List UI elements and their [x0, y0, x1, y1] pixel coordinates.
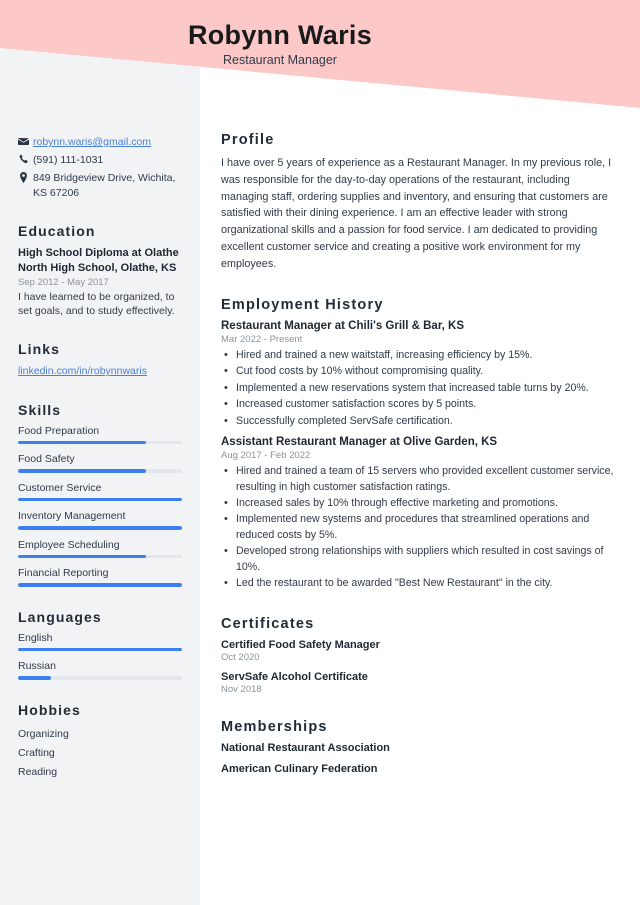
- languages-list: [18, 632, 182, 680]
- links-heading: Links: [18, 341, 61, 358]
- language-label: English: [18, 631, 53, 644]
- skill-label: Customer Service: [18, 481, 102, 494]
- skill-bar-track: [18, 526, 182, 530]
- skill-label: Financial Reporting: [18, 567, 109, 580]
- contact-phone: [18, 153, 182, 168]
- skill-bar-fill: [18, 469, 146, 473]
- profile-heading: Profile: [221, 132, 275, 148]
- skill-item: [18, 539, 182, 559]
- skills-heading: Skills: [18, 401, 62, 418]
- employment-title: Assistant Restaurant Manager at Olive Garden, KS: [221, 436, 498, 449]
- bullet-item: • Successfully completed ServSafe certification.: [221, 414, 616, 429]
- skill-label: Food Safety: [18, 453, 75, 466]
- education-date: Sep 2012 - May 2017: [18, 276, 109, 288]
- certificate-name: Certified Food Safety Manager: [221, 638, 380, 651]
- certificates-heading: Certificates: [221, 615, 315, 632]
- skill-bar-track: [18, 583, 182, 587]
- contact-address-value: 849 Bridgeview Drive, Wichita, KS 67206: [33, 171, 176, 199]
- language-bar-fill: [18, 648, 182, 652]
- envelope-icon: [18, 135, 33, 147]
- bullet-item: • Cut food costs by 10% without compromising quality.: [221, 364, 616, 379]
- skill-bar-fill: [18, 526, 182, 530]
- bullet-item: • Implemented new systems and procedures that streamlined operations and reduced costs by 5%.: [221, 512, 616, 543]
- skill-label: Food Preparation: [18, 424, 100, 437]
- education-entry: [18, 246, 182, 320]
- skill-item: [18, 567, 182, 587]
- bullet-item: • Hired and trained a new waitstaff, increasing efficiency by 15%.: [221, 348, 616, 363]
- page-title: Robynn Waris: [187, 20, 373, 50]
- hobby-item: Organizing: [18, 727, 69, 740]
- contact-email: [18, 135, 182, 150]
- employment-date: Aug 2017 - Feb 2022: [221, 450, 311, 462]
- links-list: [18, 364, 182, 379]
- membership-item: National Restaurant Association: [221, 741, 390, 754]
- skill-bar-track: [18, 441, 182, 445]
- hobby-item: Reading: [18, 766, 58, 779]
- certificate-date: Nov 2018: [221, 683, 262, 695]
- skill-bar-track: [18, 498, 182, 502]
- certificate-date: Oct 2020: [221, 651, 260, 663]
- skill-bar-fill: [18, 583, 182, 587]
- profile-text: I have over 5 years of experience as a Restaurant Manager. In my previous role, I was responsible for the day-to-day operations of the restaurant, including managing staff, ordering supplies and inventory, and ensuring that customers are satisfied with their dining experience. I am an effective leader with strong organizational skills and a passion for food service. I am dedicated to providing excellent customer service and creating a positive work environment for my employees.: [221, 157, 612, 270]
- contact-address: [18, 171, 182, 201]
- language-bar-track: [18, 648, 182, 652]
- location-pin-icon: [18, 171, 33, 183]
- education-description: I have learned to be organized, to set goals, and to study effectively.: [18, 290, 175, 318]
- memberships-heading: Memberships: [221, 718, 328, 735]
- language-item: [18, 632, 182, 652]
- employment-entry: [221, 320, 616, 429]
- hobby-item: Crafting: [18, 746, 55, 759]
- main-content: [200, 115, 640, 784]
- skill-bar-fill: [18, 498, 182, 502]
- bullet-item: • Hired and trained a team of 15 servers who provided excellent customer service, resulting in high customer satisfaction ratings.: [221, 464, 616, 495]
- bullet-item: • Led the restaurant to be awarded "Best New Restaurant" in the city.: [221, 576, 616, 591]
- contact-email-value: [33, 135, 182, 150]
- language-item: [18, 660, 182, 680]
- skill-bar-fill: [18, 441, 146, 445]
- employment-bullets: [221, 348, 616, 429]
- header-text-block: [0, 0, 640, 67]
- skill-item: [18, 425, 182, 445]
- sidebar-content: [0, 115, 200, 783]
- languages-heading: Languages: [18, 608, 102, 625]
- contact-list: [18, 135, 182, 201]
- employment-title: Restaurant Manager at Chili's Grill & Bar, KS: [221, 319, 465, 332]
- skill-item: [18, 482, 182, 502]
- skill-bar-track: [18, 469, 182, 473]
- employment-entry: [221, 436, 616, 592]
- phone-icon: [18, 153, 33, 165]
- employment-bullets: [221, 464, 616, 592]
- education-title: High School Diploma at Olathe North High School, Olathe, KS: [18, 246, 179, 274]
- certificate-name: ServSafe Alcohol Certificate: [221, 670, 368, 683]
- employment-heading: Employment History: [221, 296, 384, 313]
- hobbies-heading: Hobbies: [18, 701, 81, 718]
- skill-item: [18, 453, 182, 473]
- skill-bar-fill: [18, 555, 146, 559]
- hobbies-list: [18, 725, 182, 783]
- contact-phone-value: (591) 111-1031: [33, 153, 104, 166]
- certificate-item: [221, 671, 616, 695]
- email-link[interactable]: robynn.waris@gmail.com: [33, 136, 152, 148]
- employment-date: Mar 2022 - Present: [221, 333, 303, 345]
- bullet-item: • Increased sales by 10% through effective marketing and promotions.: [221, 496, 616, 511]
- language-bar-track: [18, 676, 182, 680]
- language-bar-fill: [18, 676, 51, 680]
- skill-label: Employee Scheduling: [18, 538, 120, 551]
- membership-item: American Culinary Federation: [221, 762, 378, 775]
- linkedin-link[interactable]: linkedin.com/in/robynnwaris: [18, 365, 147, 378]
- skill-item: [18, 510, 182, 530]
- header-subtitle: Restaurant Manager: [223, 53, 337, 68]
- skill-bar-track: [18, 555, 182, 559]
- language-label: Russian: [18, 660, 56, 673]
- bullet-item: • Implemented a new reservations system that increased table turns by 20%.: [221, 381, 616, 396]
- education-heading: Education: [18, 222, 96, 239]
- certificate-item: [221, 639, 616, 663]
- skills-list: [18, 425, 182, 587]
- bullet-item: • Increased customer satisfaction scores by 5 points.: [221, 397, 616, 412]
- skill-label: Inventory Management: [18, 510, 126, 523]
- bullet-item: • Developed strong relationships with suppliers which resulted in cost savings of 10%.: [221, 544, 616, 575]
